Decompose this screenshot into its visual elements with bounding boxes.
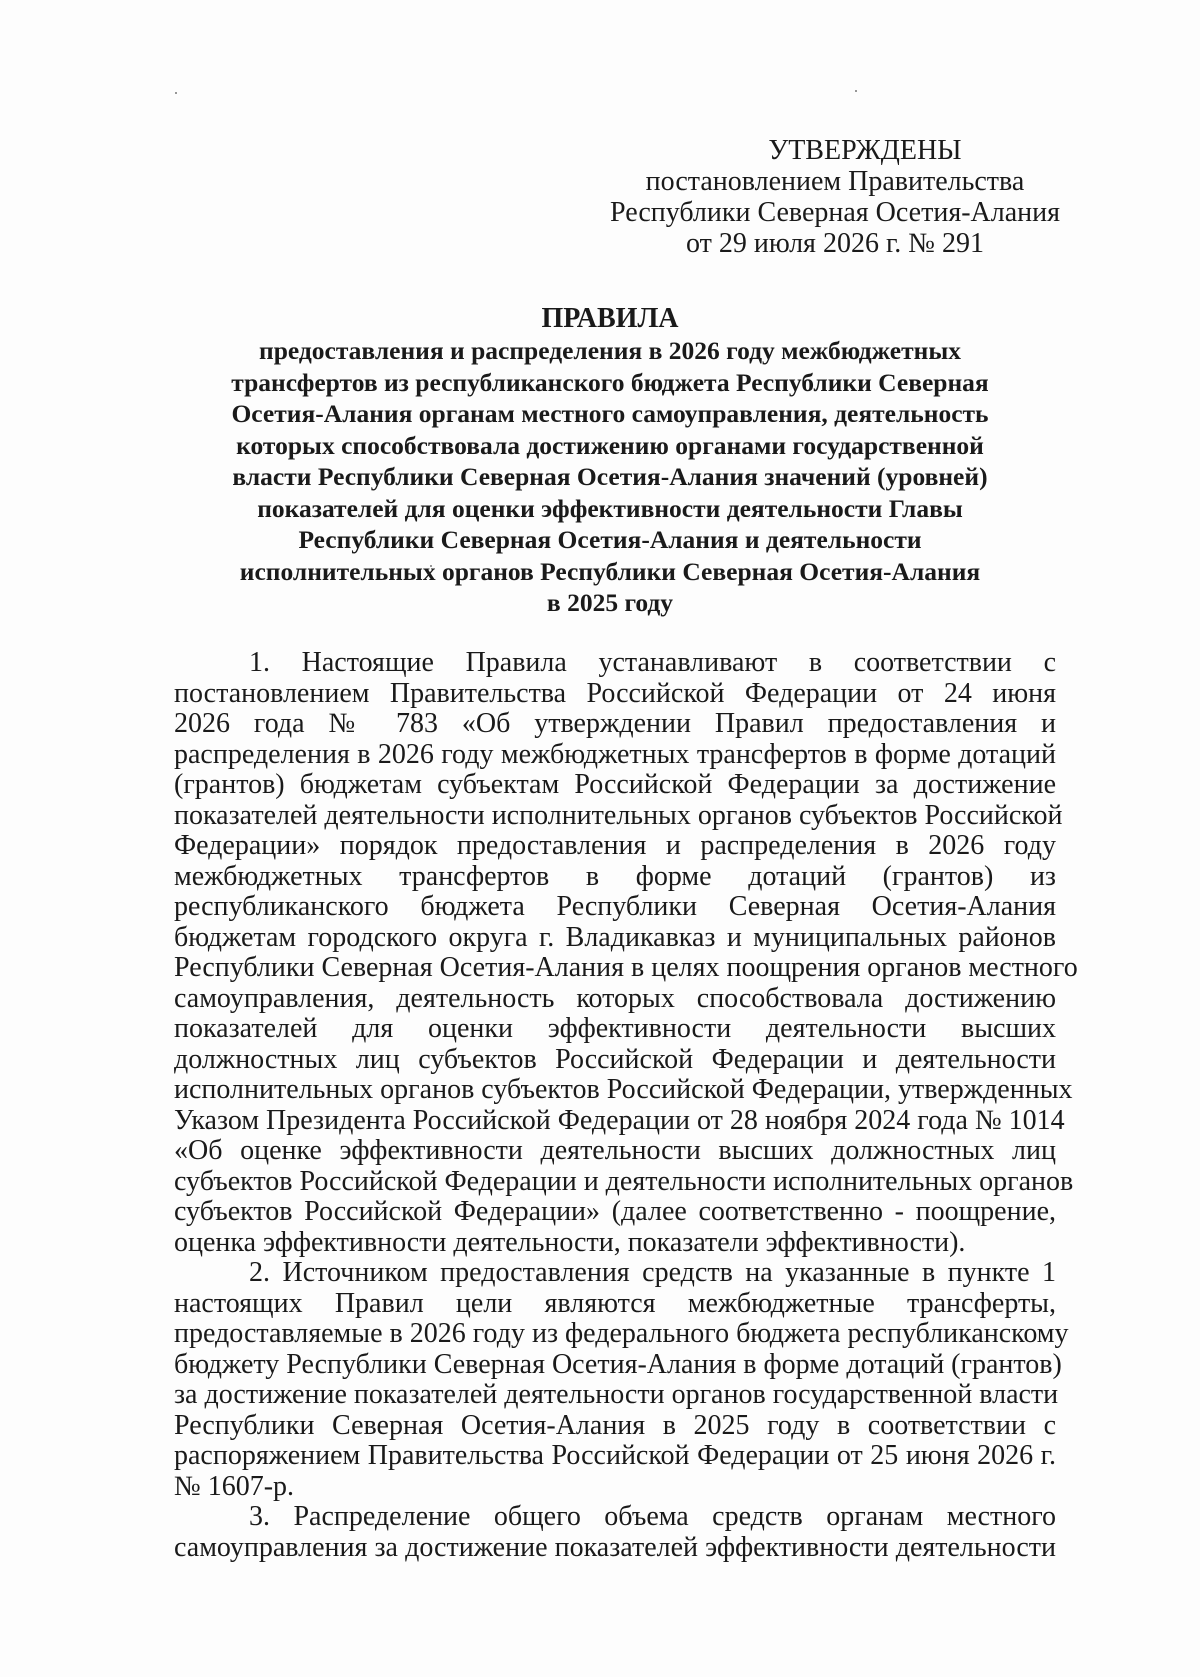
title-line: которых способствовала достижению органами государственной [236, 430, 984, 460]
title-heading: ПРАВИЛА [541, 303, 679, 334]
document-body [174, 647, 1078, 1563]
text-line: показателей для оценки эффективности деятельности высших [174, 1013, 1056, 1044]
text-line: 2. Источником предоставления средств на указанные в пункте 1 [249, 1257, 1056, 1288]
text-line: должностных лиц субъектов Российской Федерации и деятельности [174, 1043, 1056, 1075]
title-line: предоставления и распределения в 2026 году межбюджетных [259, 336, 961, 365]
text-line: субъектов Российской Федерации и деятельности исполнительных органов [174, 1165, 1074, 1197]
text-line: 1. Настоящие Правила устанавливают в соответствии с [249, 647, 1056, 678]
title-line: показателей для оценки эффективности деятельности Главы [257, 493, 963, 523]
text-line: исполнительных органов субъектов Российской Федерации, утвержденных [174, 1074, 1073, 1105]
title-line: Осетия-Алания органам местного самоуправления, деятельность [231, 399, 989, 428]
scan-speck [855, 90, 857, 92]
text-line: межбюджетных трансфертов в форме дотаций (грантов) из [174, 860, 1056, 892]
approval-approved: УТВЕРЖДЕНЫ [768, 135, 962, 166]
text-line: бюджету Республики Северная Осетия-Алания в форме дотаций (грантов) [174, 1348, 1062, 1380]
document-title [195, 303, 1025, 619]
text-line: оценка эффективности деятельности, показатели эффективности). [174, 1226, 966, 1258]
text-line: (грантов) бюджетам субъектам Российской Федерации за достижение [174, 769, 1056, 800]
text-line: субъектов Российской Федерации» (далее соответственно - поощрение, [174, 1196, 1056, 1227]
text-line: «Об оценке эффективности деятельности высших должностных лиц [174, 1135, 1056, 1166]
title-line: власти Республики Северная Осетия-Алания значений (уровней) [232, 462, 988, 491]
text-line: самоуправления, деятельность которых способствовала достижению [174, 982, 1056, 1014]
approval-republic: Республики Северная Осетия-Алания [610, 197, 1060, 228]
text-line: предоставляемые в 2026 году из федерального бюджета республиканскому [174, 1318, 1069, 1349]
text-line: за достижение показателей деятельности органов государственной власти [174, 1379, 1059, 1410]
text-line: 2026 года № 783 «Об утверждении Правил предоставления и [174, 708, 1056, 739]
text-line: настоящих Правил цели являются межбюджетные трансферты, [174, 1287, 1056, 1319]
text-line: Указом Президента Российской Федерации от 28 ноября 2024 года № 1014 [174, 1104, 1065, 1136]
title-line: исполнительных органов Республики Северная Осетия-Алания [239, 556, 981, 586]
text-line: Республики Северная Осетия-Алания в 2025 году в соответствии с [174, 1409, 1056, 1441]
text-line: самоуправления за достижение показателей эффективности деятельности [174, 1531, 1056, 1563]
title-subtitle [195, 335, 1025, 619]
text-line: распоряжением Правительства Российской Федерации от 25 июня 2026 г. [174, 1440, 1056, 1471]
text-line: постановлением Правительства Российской Федерации от 24 июня [174, 677, 1056, 709]
text-line: 3. Распределение общего объема средств органам местного [249, 1501, 1056, 1532]
approval-date-number: от 29 июля 2026 г. № 291 [686, 228, 984, 259]
paragraph-2 [174, 1257, 1069, 1502]
text-line: Федерации» порядок предоставления и распределения в 2026 году [174, 830, 1056, 861]
text-line: республиканского бюджета Республики Северная Осетия-Алания [174, 891, 1056, 922]
paragraph-3 [174, 1502, 1056, 1563]
text-line: бюджетам городского округа г. Владикавказ и муниципальных районов [174, 921, 1056, 953]
approval-decree: постановлением Правительства [645, 166, 1025, 197]
text-line: № 1607-р. [174, 1470, 295, 1502]
scan-speck [175, 92, 177, 94]
title-line: трансфертов из республиканского бюджета Республики Северная [231, 367, 989, 397]
text-line: распределения в 2026 году межбюджетных трансфертов в форме дотаций [174, 738, 1056, 770]
title-line: в 2025 году [546, 588, 674, 617]
title-line: Республики Северная Осетия-Алания и деятельности [298, 525, 922, 554]
text-line: показателей деятельности исполнительных органов субъектов Российской [174, 799, 1063, 831]
paragraph-1 [174, 647, 1078, 1258]
text-line: Республики Северная Осетия-Алания в целях поощрения органов местного [174, 952, 1078, 983]
approval-stamp [600, 135, 1070, 259]
